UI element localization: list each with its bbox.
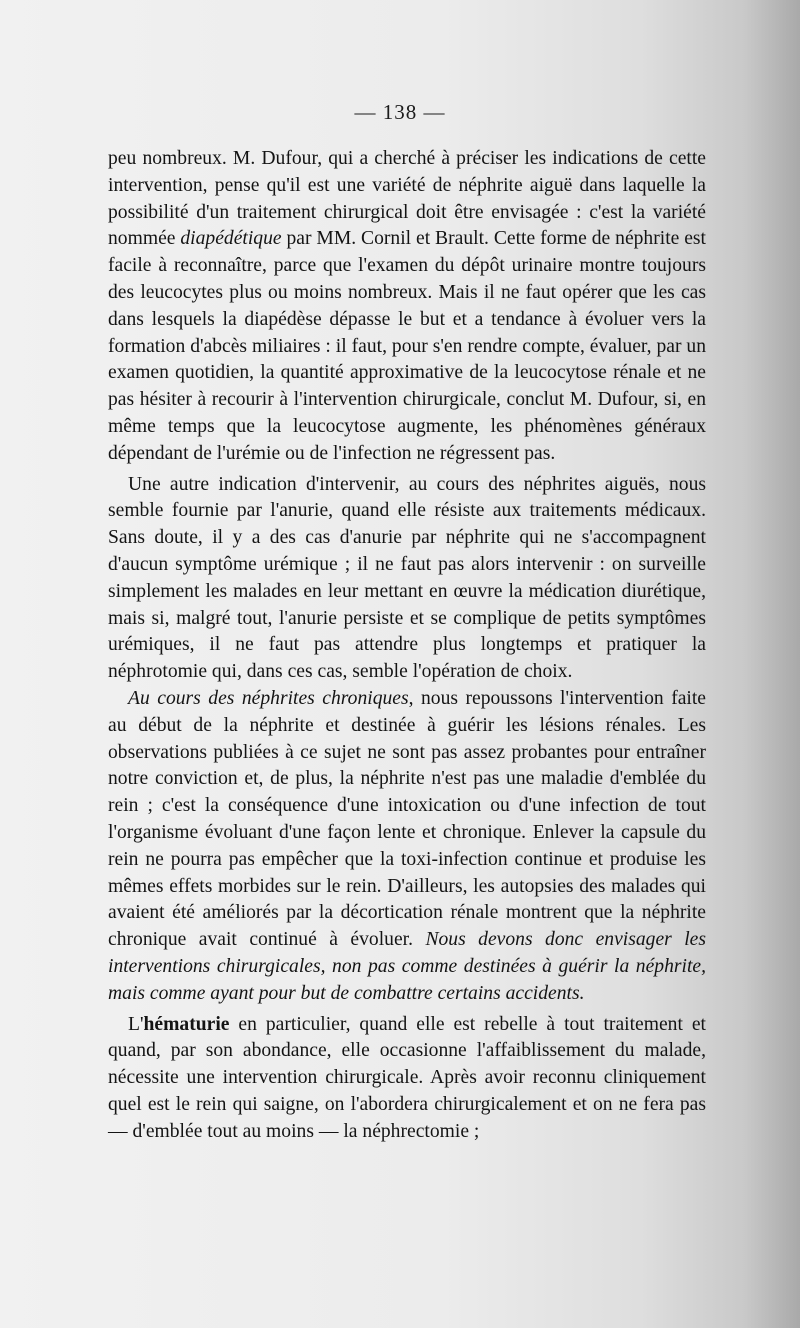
paragraph-3 [108, 686, 706, 1008]
text-segment: L' [128, 1013, 144, 1035]
paragraph-1 [108, 146, 706, 468]
paragraph-4 [108, 1012, 706, 1146]
paragraph-2 [108, 472, 706, 686]
text-segment: peu nombreux. M. Dufour, qui a cherché à préciser les indications de cette intervention, pense qu'il est une variété de néphrite aiguë dans laquelle la possibilité d'un traitement chirurgical doit être envisagée : c'est la variété nommée [108, 148, 706, 250]
text-segment: par MM. Cornil et Brault. Cette forme de néphrite est facile à reconnaître, parce que l'examen du dépôt urinaire montre toujours des leucocytes plus ou moins nombreux. Mais il ne faut opérer que les cas dans lesquels la diapédèse dépasse le but et a tendance à évoluer vers la formation d'abcès miliaires : il faut, pour s'en rendre compte, évaluer, par un examen quotidien, la quantité approximative de la leucocytose rénale et ne pas hésiter à recourir à l'intervention chirurgicale, conclut M. Dufour, si, en même temps que la leucocytose augmente, les phénomènes généraux dépendant de l'urémie ou de l'infection ne régressent pas. [108, 228, 707, 464]
page-number: — 138 — [354, 100, 446, 124]
body-text [108, 146, 706, 1145]
text-segment: Une autre indication d'intervenir, au cours des néphrites aiguës, nous semble fournie par l'anurie, quand elle résiste aux traitements médicaux. Sans doute, il y a des cas d'anurie par néphrite qui ne s'accompagnent d'aucun symptôme urémique ; il ne faut pas alors intervenir : on surveille simplement les malades en leur mettant en œuvre la médication diurétique, mais si, malgré tout, l'anurie persiste et se complique de petits symptômes urémiques, il ne faut pas attendre plus longtemps et pratiquer la néphrotomie qui, dans ces cas, semble l'opération de choix. [108, 473, 706, 683]
text-segment: , nous repoussons l'intervention faite au début de la néphrite et destinée à guérir les lésions rénales. Les observations publiées à ce sujet ne sont pas assez probantes pour entraîner notre conviction et, de plus, la néphrite n'est pas une maladie d'emblée du rein ; c'est la conséquence d'une intoxication ou d'une infection de tout l'organisme évoluant d'une façon lente et chronique. Enlever la capsule du rein ne pourra pas empêcher que la toxi-infection continue et produise les mêmes effets morbides sur le rein. D'ailleurs, les autopsies des malades qui avaient été améliorés par la décortication rénale montrent que la néphrite chronique avait continué à évoluer. [108, 687, 706, 951]
italic-heading: Au cours des néphrites chroniques [128, 687, 409, 709]
italic-term: diapédétique [180, 228, 282, 250]
bold-term: hématurie [143, 1013, 230, 1035]
italic-conclusion: Nous devons donc envisager les interventions chirurgicales, non pas comme destinées à guérir la néphrite, mais comme ayant pour but de combattre certains accidents. [108, 929, 706, 1004]
text-segment: en particulier, quand elle est rebelle à tout traitement et quand, par son abondance, elle occasionne l'affaiblissement du malade, nécessite une intervention chirurgicale. Après avoir reconnu cliniquement quel est le rein qui saigne, on l'abordera chirurgicalement et on ne fera pas — d'emblée tout au moins — la néphrectomie ; [108, 1013, 706, 1142]
